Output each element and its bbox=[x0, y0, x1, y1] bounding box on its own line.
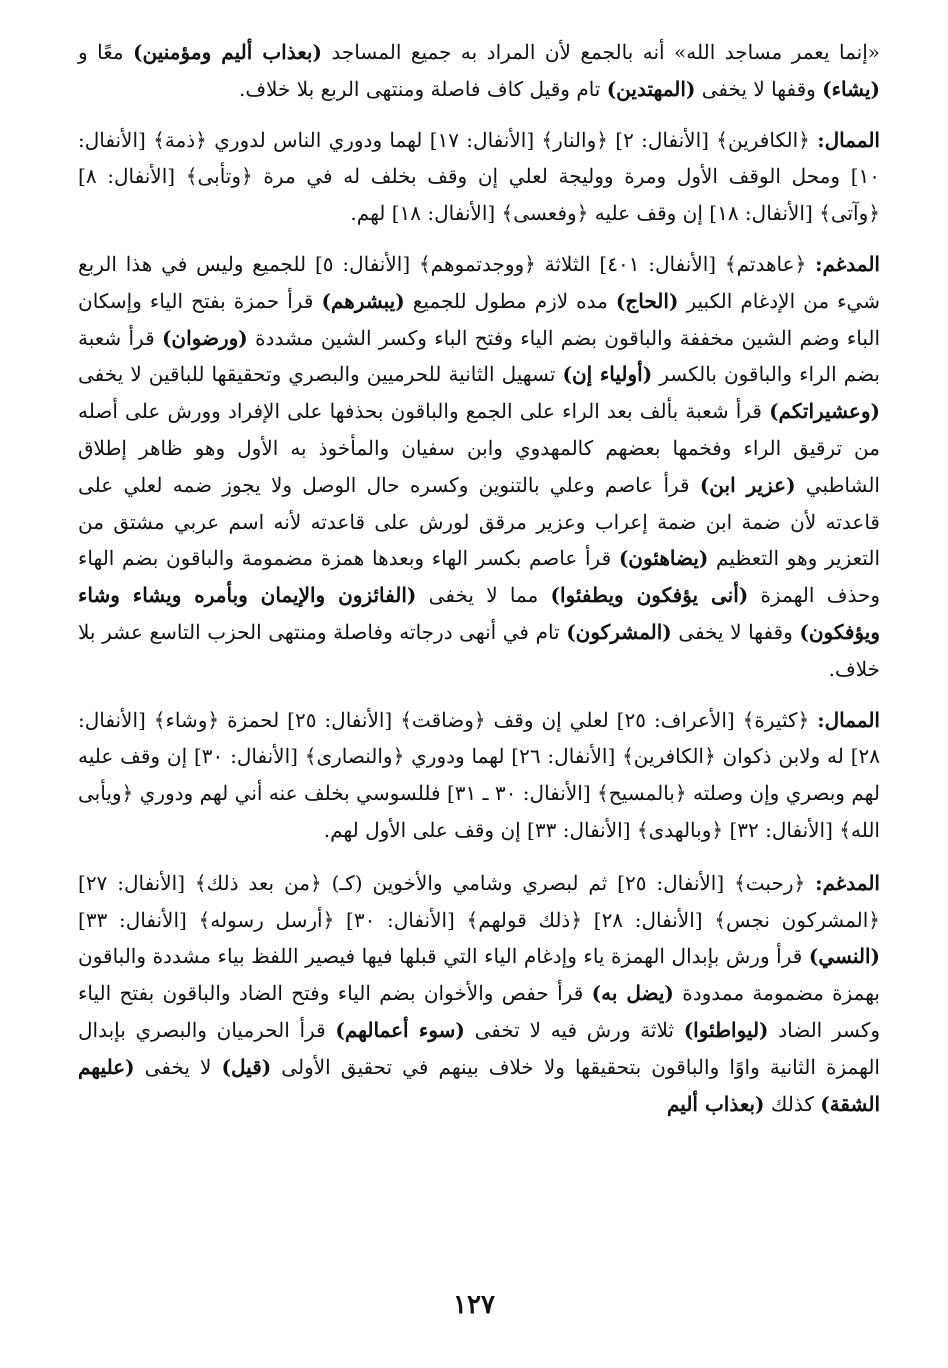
bold-term: (بعذاب أليم ومؤمنين) bbox=[133, 40, 322, 64]
paragraph-3 bbox=[78, 246, 880, 688]
page-body bbox=[78, 34, 880, 1122]
text: ﴿الكافرين﴾ [الأنفال: ٢] ﴿والنار﴾ [الأنفال: ١٧] لهما ودوري الناس لدوري ﴿ذمة﴾ [الأنفال: ١٠] ومحل الوقف الأول ومرة ووليجة لعلي إن وقف بخلف له في مرة ﴿وتأبى﴾ [الأنفال: ٨] ﴿وآتى﴾ [الأنفال: ١٨] إن وقف عليه ﴿وفعسى﴾ [الأنفال: ١٨] لهم. bbox=[78, 127, 880, 226]
section-label: الممال: bbox=[817, 127, 880, 152]
bold-term: (أولياء إن) bbox=[562, 362, 653, 387]
bold-term: (الفائزون والإيمان وبأمره ويشاء وشاء ويؤفكون) bbox=[78, 583, 881, 644]
text: وقفها لا يخفى bbox=[671, 619, 800, 644]
bold-term: (يضاهئون) bbox=[618, 546, 709, 571]
paragraph-1 bbox=[78, 34, 880, 108]
bold-term: (يضل به) bbox=[591, 981, 674, 1006]
bold-term: (النسي) bbox=[808, 944, 880, 969]
text: معًا و bbox=[78, 40, 134, 64]
bold-term: (أنى يؤفكون ويطفئوا) bbox=[550, 583, 749, 608]
bold-term: (ليواطئوا) bbox=[683, 1017, 769, 1042]
text: قرأ عاصم وعلي بالتنوين وكسره حال الوصل ولا يجوز ضمه لعلي على قاعدته لأن ضمة ابن ضمة إعراب وعزير مرقق لورش على قاعدته لأنه اسم عربي مشتق من التعزير وهو التعظيم bbox=[78, 472, 880, 571]
text: قرأ حمزة بفتح الياء وإسكان الباء وضم الشين مخففة والباقون بضم الياء وفتح الباء وكسر الشين مشددة bbox=[78, 288, 881, 350]
page-number: ١٢٧ bbox=[453, 1290, 495, 1320]
text: كذلك bbox=[764, 1091, 821, 1116]
text: تام في أنهى درجاته وفاصلة ومنتهى الحزب التاسع عشر بلا خلاف. bbox=[78, 619, 880, 681]
bold-term: (وعشيراتكم) bbox=[769, 399, 880, 424]
bold-term: (يبشرهم) bbox=[321, 288, 405, 313]
text: لا يخفى bbox=[134, 1054, 222, 1079]
paragraph-5 bbox=[78, 865, 880, 1123]
text: «إنما يعمر مساجد الله» أنه بالجمع لأن المراد به جميع المساجد bbox=[321, 40, 881, 64]
bold-term: (المهتدين) bbox=[606, 76, 696, 101]
text: قرأ الحرميان والبصري بإبدال الهمزة الثانية واوًا والباقون بتحقيقها ولا خلاف بينهم في تحقيق الأولى bbox=[78, 1017, 880, 1079]
text: ثلاثة ورش فيه لا تخفى bbox=[464, 1017, 684, 1042]
text: قرأ حفص والأخوان بضم الياء وفتح الضاد والباقون بفتح الياء وكسر الضاد bbox=[78, 981, 881, 1042]
bold-term: (المشركون) bbox=[566, 619, 672, 644]
paragraph-4 bbox=[78, 702, 880, 849]
text: ﴿رحبت﴾ [الأنفال: ٢٥] ثم لبصري وشامي والأخوين (كـ) ﴿من بعد ذلك﴾ [الأنفال: ٢٧] ﴿المشركون نجس﴾ [الأنفال: ٢٨] ﴿ذلك قولهم﴾ [الأنفال: ٣٠] ﴿أرسل رسوله﴾ [الأنفال: ٣٣] bbox=[78, 870, 881, 932]
bold-term: (عزير ابن) bbox=[699, 472, 796, 497]
text: وقفها لا يخفى bbox=[695, 76, 823, 101]
text: قرأ عاصم بكسر الهاء وبعدها همزة مضمومة والباقون بضم الهاء وحذف الهمزة bbox=[78, 546, 880, 608]
text: ﴿عاهدتم﴾ [الأنفال: ٤٠١] الثلاثة ﴿ووجدتموهم﴾ [الأنفال: ٥] للجميع وليس في هذا الربع شيء من الإدغام الكبير bbox=[78, 251, 880, 313]
text: مما لا يخفى bbox=[416, 583, 551, 608]
bold-term: (بعذاب أليم bbox=[666, 1091, 765, 1116]
section-label: المدغم: bbox=[815, 251, 880, 276]
text: تسهيل الثانية للحرميين والبصري وتحقيقها للباقين لا يخفى bbox=[78, 362, 563, 387]
paragraph-2 bbox=[78, 122, 880, 232]
text: مده لازم مطول للجميع bbox=[404, 288, 616, 313]
bold-term: (الحاج) bbox=[615, 288, 679, 313]
text: ﴿كثيرة﴾ [الأعراف: ٢٥] لعلي إن وقف ﴿وضاقت﴾ [الأنفال: ٢٥] لحمزة ﴿وشاء﴾ [الأنفال: ٢٨] له ولابن ذكوان ﴿الكافرين﴾ [الأنفال: ٢٦] لهما ودوري ﴿والنصارى﴾ [الأنفال: ٣٠] إن وقف عليه لهم وبصري وإن وصلته ﴿بالمسيح﴾ [الأنفال: ٣٠ ـ ٣١] فللسوسي بخلف عنه أني لهم ودوري ﴿ويأبى الله﴾ [الأنفال: ٣٢] ﴿وبالهدى﴾ [الأنفال: ٣٣] إن وقف على الأول لهم. bbox=[78, 707, 880, 842]
text: قرأ شعبة بألف بعد الراء على الجمع والباقون بحذفها على الإفراد وورش على أصله من ترقيق الراء وفخمها بعضهم كالمهدوي وابن سفيان والمأخوذ به الأول وهو ظاهر إطلاق الشاطبي bbox=[78, 399, 880, 497]
text: قرأ شعبة بضم الراء والباقون بالكسر bbox=[78, 325, 880, 387]
bold-term: (ورضوان) bbox=[161, 325, 248, 350]
bold-term: (عليهم الشقة) bbox=[78, 1054, 880, 1116]
bold-term: (سوء أعمالهم) bbox=[335, 1017, 465, 1042]
bold-term: (يشاء) bbox=[822, 76, 880, 101]
section-label: الممال: bbox=[817, 707, 880, 732]
section-label: المدغم: bbox=[815, 870, 880, 895]
bold-term: (قيل) bbox=[221, 1054, 272, 1079]
text: تام وقيل كاف فاصلة ومنتهى الربع بلا خلاف. bbox=[238, 76, 607, 101]
text: قرأ ورش بإبدال الهمزة ياء وإدغام الياء التي قبلها فيها فيصير اللفظ بياء مشددة والباقون بهمزة مضمومة ممدودة bbox=[78, 944, 881, 1006]
